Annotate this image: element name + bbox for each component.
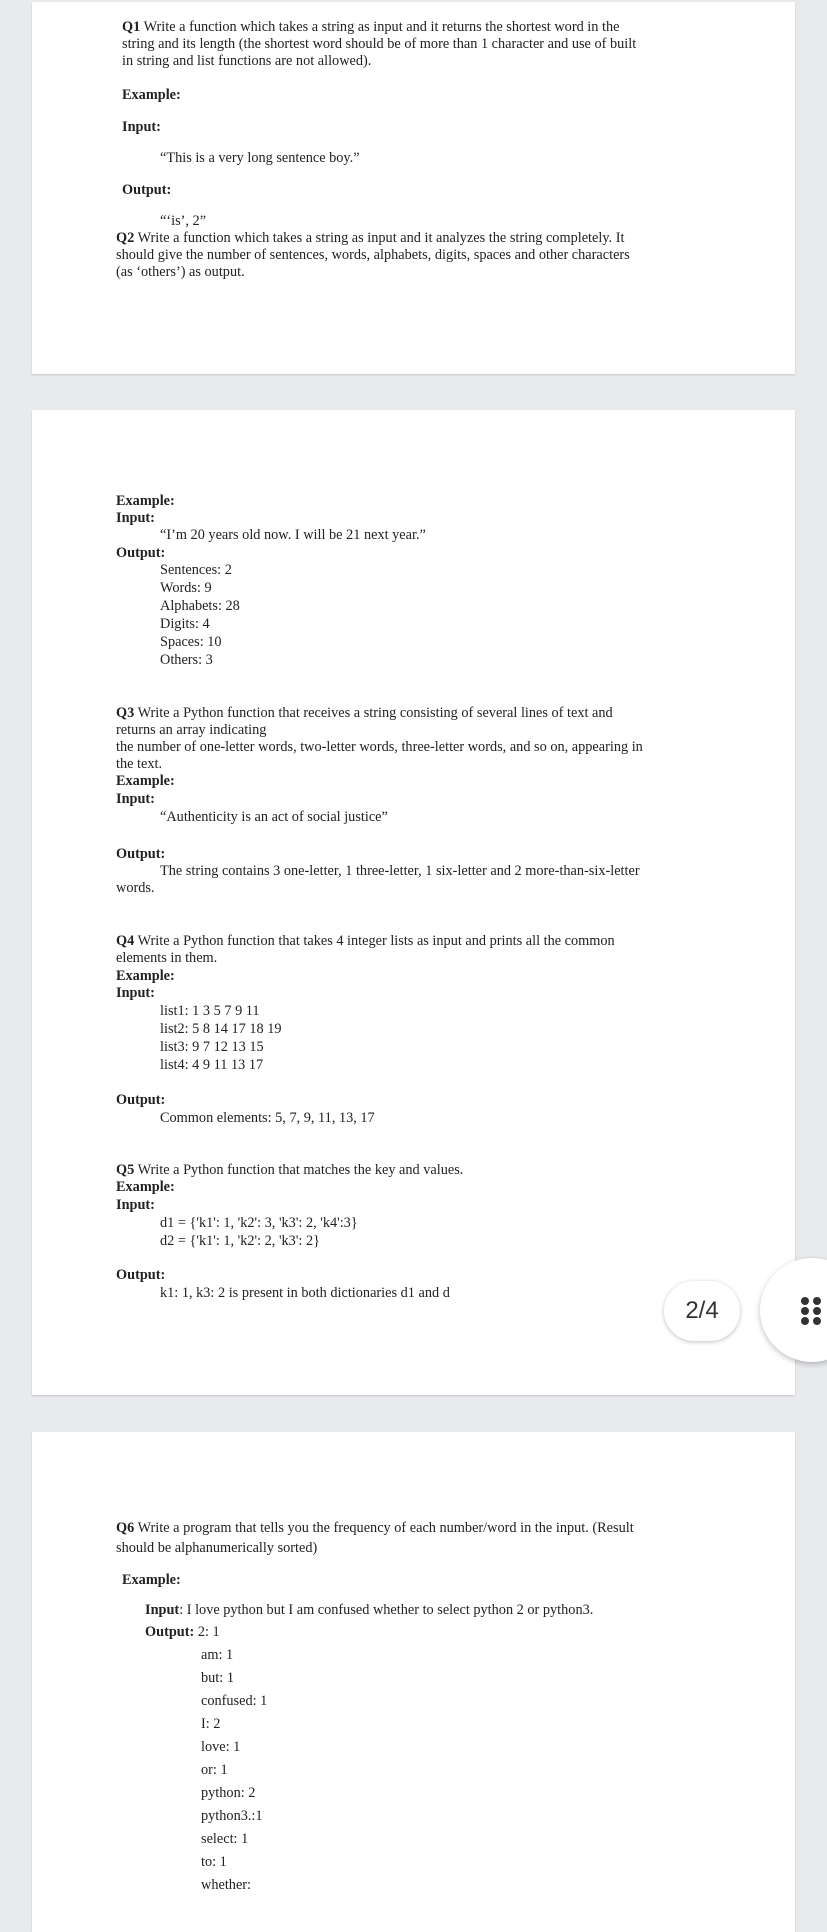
q6-output-python3: python3.:1	[201, 1808, 263, 1824]
q2-output-spaces: Spaces: 10	[160, 634, 222, 650]
q6-output-love: love: 1	[201, 1739, 241, 1755]
q1-label: Q1	[122, 19, 141, 35]
q5-text-1: Write a Python function that matches the key and values.	[134, 1162, 464, 1178]
document-page-2	[32, 410, 795, 1395]
q4-line-2: elements in them.	[116, 950, 218, 966]
q5-label: Q5	[116, 1162, 135, 1178]
q6-output-label: Output:	[145, 1624, 195, 1640]
q1-example-label: Example:	[122, 87, 181, 103]
q4-list-4: list4: 4 9 11 13 17	[160, 1057, 264, 1073]
q2-input-label: Input:	[116, 510, 155, 526]
q6-output-first: 2: 1	[194, 1624, 220, 1640]
q6-text-1: Write a program that tells you the frequency of each number/word in the input. (Result	[134, 1520, 634, 1536]
q2-example-label: Example:	[116, 493, 175, 509]
q2-label: Q2	[116, 230, 135, 246]
q2-output-digits: Digits: 4	[160, 616, 210, 632]
q3-text-1: Write a Python function that receives a string consisting of several lines of text and	[134, 705, 613, 721]
q4-line-1	[116, 933, 615, 950]
q6-line-2: should be alphanumerically sorted)	[116, 1540, 318, 1556]
q3-label: Q3	[116, 705, 135, 721]
q3-line-1	[116, 705, 613, 722]
q5-input-d2: d2 = {'k1': 1, 'k2': 2, 'k3': 2}	[160, 1233, 320, 1249]
q2-output-sentences: Sentences: 2	[160, 562, 232, 578]
q6-output-confused: confused: 1	[201, 1693, 268, 1709]
q4-label: Q4	[116, 933, 135, 949]
q1-line-1	[122, 19, 619, 36]
q1-text-1: Write a function which takes a string as input and it returns the shortest word in the	[140, 19, 620, 35]
q6-input-value: : I love python but I am confused whether to select python 2 or python3.	[179, 1602, 594, 1618]
page-indicator[interactable]: 2/4	[664, 1281, 740, 1341]
q5-input-label: Input:	[116, 1197, 155, 1213]
q6-example-label: Example:	[122, 1572, 181, 1588]
q2-line-2: should give the number of sentences, words, alphabets, digits, spaces and other characters	[116, 247, 630, 263]
q6-output-line	[145, 1624, 220, 1641]
q4-text-1: Write a Python function that takes 4 integer lists as input and prints all the common	[134, 933, 615, 949]
q6-input-line	[145, 1602, 593, 1619]
q6-output-or: or: 1	[201, 1762, 228, 1778]
q3-input-label: Input:	[116, 791, 155, 807]
document-page-3	[32, 1432, 795, 1932]
q1-line-3: in string and list functions are not allowed).	[122, 53, 372, 69]
q4-example-label: Example:	[116, 968, 175, 984]
q6-input-label: Input	[145, 1602, 180, 1618]
q6-output-am: am: 1	[201, 1647, 234, 1663]
q6-output-select: select: 1	[201, 1831, 249, 1847]
q3-output-value-1: The string contains 3 one-letter, 1 three-letter, 1 six-letter and 2 more-than-six-letter	[160, 863, 640, 879]
q6-output-python: python: 2	[201, 1785, 256, 1801]
q2-text-1: Write a function which takes a string as input and it analyzes the string completely. It	[134, 230, 625, 246]
q5-input-d1: d1 = {'k1': 1, 'k2': 3, 'k3': 2, 'k4':3}	[160, 1215, 358, 1231]
q4-output-value: Common elements: 5, 7, 9, 11, 13, 17	[160, 1110, 375, 1126]
q6-label: Q6	[116, 1520, 135, 1536]
q3-output-label: Output:	[116, 846, 166, 862]
q6-output-whether: whether:	[201, 1877, 252, 1893]
q3-example-label: Example:	[116, 773, 175, 789]
q3-input-value: “Authenticity is an act of social justice”	[160, 809, 388, 825]
q2-output-others: Others: 3	[160, 652, 213, 668]
q3-line-4: the text.	[116, 756, 163, 772]
q2-line-3: (as ‘others’) as output.	[116, 264, 245, 280]
q4-list-2: list2: 5 8 14 17 18 19	[160, 1021, 282, 1037]
q5-line-1	[116, 1162, 463, 1179]
q1-input-value: “This is a very long sentence boy.”	[160, 150, 360, 166]
q3-line-3: the number of one-letter words, two-letter words, three-letter words, and so on, appearing in	[116, 739, 643, 755]
q5-output-label: Output:	[116, 1267, 166, 1283]
q2-output-label: Output:	[116, 545, 166, 561]
q1-output-label: Output:	[122, 182, 172, 198]
q1-input-label: Input:	[122, 119, 161, 135]
q1-line-2: string and its length (the shortest word should be of more than 1 character and use of built	[122, 36, 637, 52]
q5-output-value: k1: 1, k3: 2 is present in both dictionaries d1 and d	[160, 1285, 450, 1301]
q5-example-label: Example:	[116, 1179, 175, 1195]
q6-output-to: to: 1	[201, 1854, 227, 1870]
q1-output-value: “‘is’, 2”	[160, 213, 207, 229]
q4-list-3: list3: 9 7 12 13 15	[160, 1039, 264, 1055]
q2-input-value: “I’m 20 years old now. I will be 21 next year.”	[160, 527, 426, 543]
q4-input-label: Input:	[116, 985, 155, 1001]
document-page-1	[32, 2, 795, 374]
q2-line-1	[116, 230, 624, 247]
q4-list-1: list1: 1 3 5 7 9 11	[160, 1003, 260, 1019]
q6-output-i: I: 2	[201, 1716, 221, 1732]
q6-output-but: but: 1	[201, 1670, 234, 1686]
q4-output-label: Output:	[116, 1092, 166, 1108]
q2-output-alphabets: Alphabets: 28	[160, 598, 240, 614]
q3-line-2: returns an array indicating	[116, 722, 267, 738]
q6-line-1	[116, 1520, 634, 1537]
q3-output-value-2: words.	[116, 880, 155, 896]
q2-output-words: Words: 9	[160, 580, 212, 596]
